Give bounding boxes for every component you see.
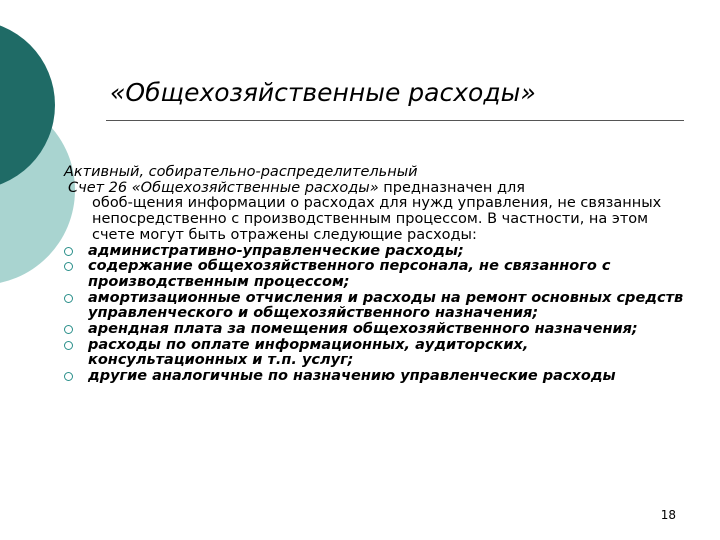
- circle-bullet-icon: [64, 247, 73, 256]
- list-item: арендная плата за помещения общехозяйственного назначения;: [64, 322, 684, 338]
- title-divider: [106, 120, 684, 121]
- list-item: амортизационные отчисления и расходы на ремонт основных средств управленческого и общехозяйственного назначения;: [64, 291, 684, 322]
- circle-bullet-icon: [64, 341, 73, 350]
- slide-body: [64, 165, 684, 385]
- account-type-line: Активный, собирательно-распределительный: [64, 164, 418, 180]
- expense-list: [64, 244, 684, 385]
- slide-title: «Общехозяйственные расходы»: [110, 78, 536, 107]
- intro-rest-2: обоб-щения информации о расходах для нужд управления, не связанных непосредственно с производственным процессом. В частности, на этом счете могут быть отражены следующие расходы:: [92, 195, 662, 243]
- list-item: расходы по оплате информационных, аудиторских, консультационных и т.п. услуг;: [64, 338, 684, 369]
- intro-rest-1: предназначен для: [378, 179, 525, 196]
- circle-bullet-icon: [64, 325, 73, 334]
- circle-bullet-icon: [64, 372, 73, 381]
- list-item: административно-управленческие расходы;: [64, 244, 684, 260]
- page-number: 18: [660, 508, 676, 522]
- list-item: другие аналогичные по назначению управленческие расходы: [64, 369, 684, 385]
- circle-bullet-icon: [64, 294, 73, 303]
- circle-bullet-icon: [64, 262, 73, 271]
- list-item: содержание общехозяйственного персонала, не связанного с производственным процессом;: [64, 259, 684, 290]
- intro-lead: Счет 26 «Общехозяйственные расходы»: [68, 179, 379, 196]
- intro-paragraph: [68, 181, 684, 244]
